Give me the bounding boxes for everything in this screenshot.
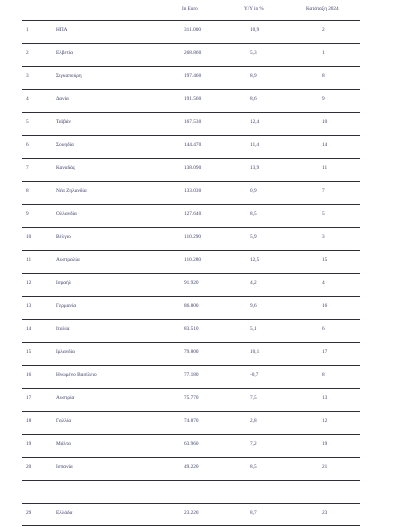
rank-2024-cell: 17: [322, 349, 328, 355]
value-cell: 63.960: [184, 441, 199, 447]
table-row: [22, 66, 360, 90]
rank-2024-cell: 19: [322, 441, 328, 447]
country-cell: ΗΠΑ: [56, 27, 68, 33]
yy-cell: 4,2: [250, 280, 257, 286]
header-rank-2024: Κατάταξη 2024: [306, 6, 339, 12]
rank-cell: 8: [26, 188, 29, 194]
value-cell: 86.800: [184, 303, 199, 309]
value-cell: 197.460: [184, 73, 202, 79]
value-cell: 110.280: [184, 257, 202, 263]
rank-cell: 9: [26, 211, 29, 217]
table-row: [22, 204, 360, 228]
table-row: [22, 365, 360, 389]
value-cell: 74.870: [184, 418, 199, 424]
country-cell: Γαλλία: [56, 418, 72, 424]
table-row: [22, 319, 360, 343]
table-row: [22, 434, 360, 458]
rank-cell: 6: [26, 142, 29, 148]
rank-cell: 11: [26, 257, 32, 263]
table-row: [22, 20, 360, 44]
value-cell: 110.290: [184, 234, 202, 240]
value-cell: 83.510: [184, 326, 199, 332]
header-yy: Y/Y in %: [244, 6, 264, 12]
rank-cell: 19: [26, 441, 32, 447]
rank-2024-cell: 9: [322, 96, 325, 102]
table-row: [22, 158, 360, 182]
yy-cell: 12,4: [250, 119, 260, 125]
country-cell: Ιρλανδία: [56, 349, 75, 355]
yy-cell: 8,9: [250, 73, 257, 79]
value-cell: 144.470: [184, 142, 202, 148]
country-cell: Μάλτα: [56, 441, 71, 447]
value-cell: 138.090: [184, 165, 202, 171]
country-cell: Νέα Ζηλανδία: [56, 188, 87, 194]
table-row: [22, 250, 360, 274]
rank-2024-cell: 2: [322, 27, 325, 33]
table-row: [22, 503, 360, 527]
yy-cell: 12,5: [250, 257, 260, 263]
yy-cell: 0,9: [250, 188, 257, 194]
rank-cell: 5: [26, 119, 29, 125]
value-cell: 49.220: [184, 464, 199, 470]
country-cell: Ηνωμένο Βασίλειο: [56, 372, 97, 378]
value-cell: 191.560: [184, 96, 202, 102]
header-value: In Euro: [182, 6, 198, 12]
country-cell: Ελλάδα: [56, 510, 73, 516]
country-cell: Ιταλία: [56, 326, 70, 332]
rank-2024-cell: 12: [322, 418, 328, 424]
country-cell: Σιγκαπούρη: [56, 73, 82, 79]
yy-cell: 8,5: [250, 211, 257, 217]
table-row: [22, 296, 360, 320]
table-row: [22, 480, 360, 504]
value-cell: 311.000: [184, 27, 202, 33]
rank-2024-cell: 8: [322, 372, 325, 378]
rank-cell: 4: [26, 96, 29, 102]
rank-2024-cell: 5: [322, 211, 325, 217]
yy-cell: -0,7: [250, 372, 259, 378]
table-header: [0, 6, 401, 18]
table-row: [22, 342, 360, 366]
table-row: [22, 227, 360, 251]
rank-2024-cell: 23: [322, 510, 328, 516]
country-cell: Βέλγιο: [56, 234, 71, 240]
rank-2024-cell: 16: [322, 303, 328, 309]
yy-cell: 8,7: [250, 510, 257, 516]
rank-2024-cell: 1: [322, 50, 325, 56]
table-row: [22, 135, 360, 159]
rank-cell: 18: [26, 418, 32, 424]
country-cell: Ελβετία: [56, 50, 74, 56]
rank-cell: 10: [26, 234, 32, 240]
value-cell: 23.220: [184, 510, 199, 516]
table-row: [22, 181, 360, 205]
rank-2024-cell: 13: [322, 395, 328, 401]
value-cell: 133.030: [184, 188, 202, 194]
yy-cell: 7,5: [250, 395, 257, 401]
table-row: [22, 388, 360, 412]
value-cell: 77.180: [184, 372, 199, 378]
country-cell: Δανία: [56, 96, 69, 102]
rank-cell: 13: [26, 303, 32, 309]
table-row: [22, 43, 360, 67]
rank-cell: 15: [26, 349, 32, 355]
rank-2024-cell: 6: [322, 326, 325, 332]
yy-cell: 5,9: [250, 234, 257, 240]
rank-cell: 2: [26, 50, 29, 56]
yy-cell: 8,6: [250, 96, 257, 102]
rank-cell: 1: [26, 27, 29, 33]
rank-cell: 3: [26, 73, 29, 79]
country-cell: Σουηδία: [56, 142, 74, 148]
country-cell: Γερμανία: [56, 303, 77, 309]
rank-cell: 29: [26, 510, 32, 516]
rank-cell: 20: [26, 464, 32, 470]
yy-cell: 13,9: [250, 165, 260, 171]
value-cell: 91.920: [184, 280, 199, 286]
country-cell: Ισραήλ: [56, 280, 72, 286]
yy-cell: 11,4: [250, 142, 260, 148]
yy-cell: 9,6: [250, 303, 257, 309]
country-cell: Ταϊβάν: [56, 119, 71, 125]
yy-cell: 10,1: [250, 349, 260, 355]
rank-cell: 12: [26, 280, 32, 286]
table-row: [22, 411, 360, 435]
rank-2024-cell: 21: [322, 464, 328, 470]
rank-2024-cell: 15: [322, 257, 328, 263]
yy-cell: 10,9: [250, 27, 260, 33]
table-row: [22, 273, 360, 297]
rank-2024-cell: 4: [322, 280, 325, 286]
yy-cell: 5,3: [250, 50, 257, 56]
value-cell: 268.860: [184, 50, 202, 56]
yy-cell: 2,8: [250, 418, 257, 424]
rank-2024-cell: 11: [322, 165, 328, 171]
country-cell: Ολλανδία: [56, 211, 77, 217]
rank-2024-cell: 8: [322, 73, 325, 79]
table-row: [22, 457, 360, 481]
value-cell: 75.770: [184, 395, 199, 401]
rank-2024-cell: 7: [322, 188, 325, 194]
rank-2024-cell: 3: [322, 234, 325, 240]
country-cell: Αυστραλία: [56, 257, 80, 263]
value-cell: 127.640: [184, 211, 202, 217]
table-row: [22, 112, 360, 136]
rank-cell: 17: [26, 395, 32, 401]
yy-cell: 7,2: [250, 441, 257, 447]
country-cell: Ισπανία: [56, 464, 73, 470]
table-row: [22, 89, 360, 113]
value-cell: 167.530: [184, 119, 202, 125]
rank-cell: 14: [26, 326, 32, 332]
value-cell: 79.800: [184, 349, 199, 355]
country-cell: Καναδάς: [56, 165, 75, 171]
rank-cell: 7: [26, 165, 29, 171]
rank-cell: 16: [26, 372, 32, 378]
yy-cell: 8,5: [250, 464, 257, 470]
country-cell: Αυστρία: [56, 395, 75, 401]
rank-2024-cell: 10: [322, 119, 328, 125]
rank-2024-cell: 14: [322, 142, 328, 148]
yy-cell: 5,1: [250, 326, 257, 332]
